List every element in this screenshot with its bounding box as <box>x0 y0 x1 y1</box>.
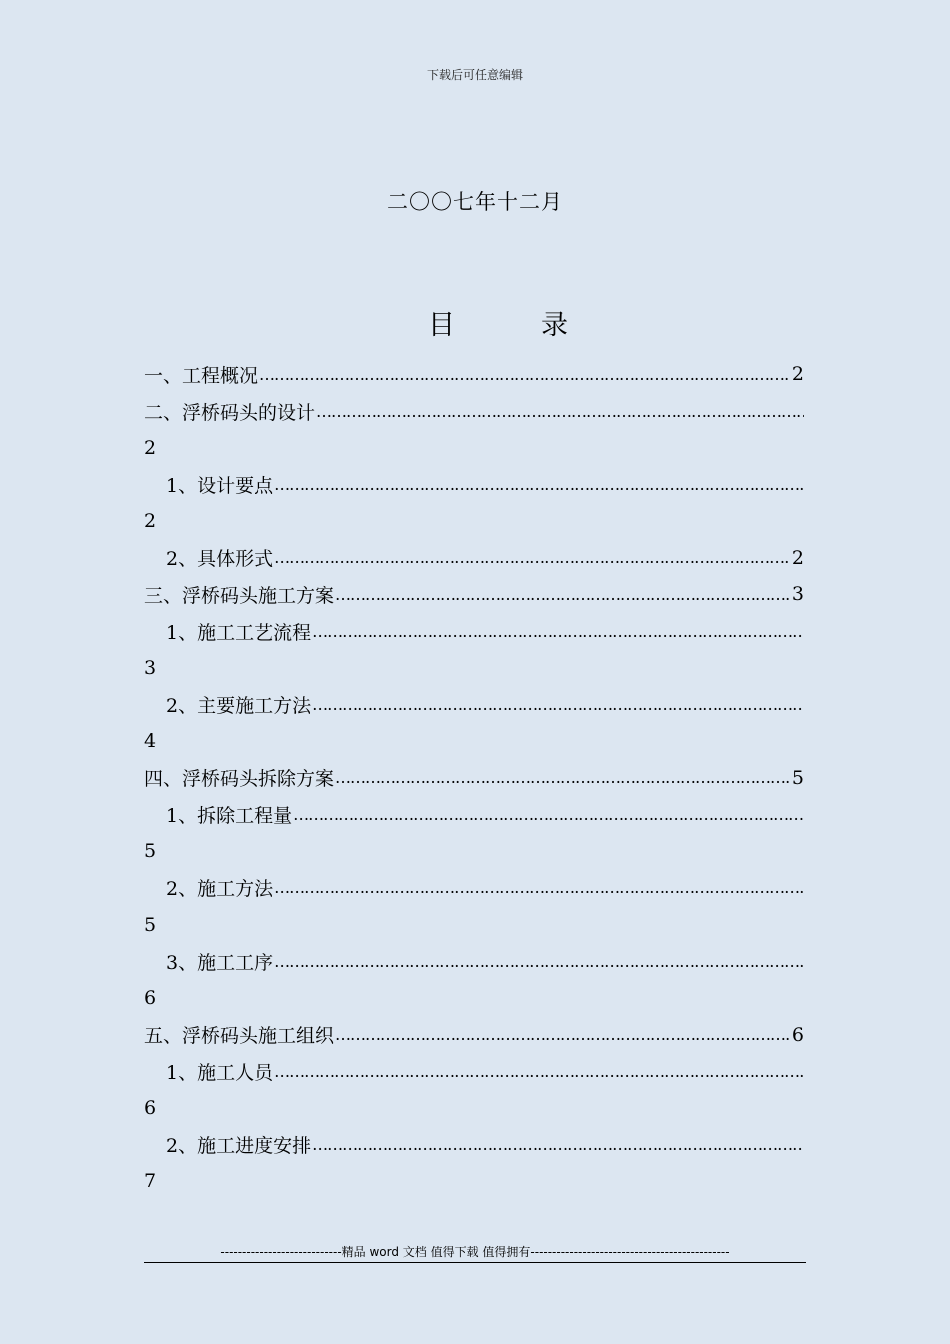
toc-leader-dots <box>274 548 791 567</box>
toc-leader-dots <box>274 878 804 897</box>
header-note: 下载后可任意编辑 <box>426 68 523 82</box>
toc-entry[interactable] <box>144 576 804 613</box>
toc-entry-label: 5 <box>144 840 157 863</box>
toc-entry[interactable] <box>144 1126 804 1163</box>
toc-entry[interactable] <box>144 613 804 650</box>
toc-entry[interactable] <box>144 723 804 760</box>
toc-leader-dots <box>316 402 804 421</box>
toc-entry[interactable] <box>144 1090 804 1127</box>
toc-entry-label: 3、施工工序 <box>166 951 274 974</box>
toc-leader-dots <box>312 622 804 641</box>
toc-entry[interactable] <box>144 1163 804 1200</box>
toc-leader-dots <box>335 585 791 604</box>
toc-entry-label: 2 <box>144 510 157 533</box>
toc-entry-label: 四、浮桥码头拆除方案 <box>144 768 335 791</box>
document-date: 二〇〇七年十二月 <box>387 190 563 214</box>
toc-leader-dots <box>335 768 791 787</box>
toc-entry[interactable] <box>144 943 804 980</box>
toc-entry-page-number: 5 <box>791 766 804 789</box>
toc-entry-label: 1、拆除工程量 <box>166 805 293 828</box>
toc-entry-label: 1、施工人员 <box>166 1061 274 1084</box>
toc-entry[interactable] <box>144 356 804 393</box>
footer-rule <box>144 1262 806 1263</box>
toc-leader-dots <box>274 475 804 494</box>
toc-entry[interactable] <box>144 1053 804 1090</box>
toc-entry-label: 二、浮桥码头的设计 <box>144 401 316 424</box>
toc-entry-label: 2、施工进度安排 <box>166 1135 312 1158</box>
toc-entry[interactable] <box>144 1016 804 1053</box>
toc-entry-page-number: 3 <box>791 583 804 606</box>
toc-entry[interactable] <box>144 833 804 870</box>
toc-entry-page-number: 6 <box>791 1023 804 1046</box>
toc-entry-label: 5 <box>144 913 157 936</box>
toc-entry[interactable] <box>144 870 804 907</box>
toc-entry-label: 2、主要施工方法 <box>166 695 312 718</box>
toc-entry[interactable] <box>144 539 804 576</box>
toc-leader-dots <box>274 1062 804 1081</box>
toc-entry-label: 三、浮桥码头施工方案 <box>144 584 335 607</box>
toc-entry-label: 五、浮桥码头施工组织 <box>144 1025 335 1048</box>
toc-leader-dots <box>312 695 804 714</box>
toc-entry-label: 2、施工方法 <box>166 878 274 901</box>
toc-entry-page-number: 2 <box>791 363 804 386</box>
toc-entry-label: 6 <box>144 987 157 1010</box>
toc-leader-dots <box>259 365 791 384</box>
toc-entry[interactable] <box>144 980 804 1017</box>
toc-entry[interactable] <box>144 906 804 943</box>
toc-entry-label: 1、施工工艺流程 <box>166 621 312 644</box>
toc-entry-label: 2、具体形式 <box>166 548 274 571</box>
toc-entry[interactable] <box>144 466 804 503</box>
toc-entry[interactable] <box>144 393 804 430</box>
toc-title-char-2: 录 <box>541 310 568 341</box>
toc-entry[interactable] <box>144 503 804 540</box>
toc-entry-page-number: 2 <box>791 546 804 569</box>
table-of-contents <box>144 356 804 1200</box>
toc-entry[interactable] <box>144 650 804 687</box>
toc-entry-label: 2 <box>144 436 157 459</box>
toc-leader-dots <box>312 1135 804 1154</box>
toc-title-char-1: 目 <box>428 310 455 341</box>
toc-leader-dots <box>335 1025 791 1044</box>
toc-entry-label: 6 <box>144 1097 157 1120</box>
footer-note: ----------------------------精品 word 文档 值得下载 值得拥有---------------------------------------------- <box>220 1245 730 1259</box>
toc-leader-dots <box>274 952 804 971</box>
toc-entry-label: 3 <box>144 656 157 679</box>
toc-entry[interactable] <box>144 760 804 797</box>
toc-entry-label: 7 <box>144 1170 157 1193</box>
toc-entry[interactable] <box>144 796 804 833</box>
toc-entry[interactable] <box>144 686 804 723</box>
toc-entry[interactable] <box>144 429 804 466</box>
toc-entry-label: 一、工程概况 <box>144 364 259 387</box>
toc-leader-dots <box>293 805 804 824</box>
toc-title <box>428 303 568 342</box>
toc-entry-label: 4 <box>144 730 157 753</box>
toc-entry-label: 1、设计要点 <box>166 474 274 497</box>
